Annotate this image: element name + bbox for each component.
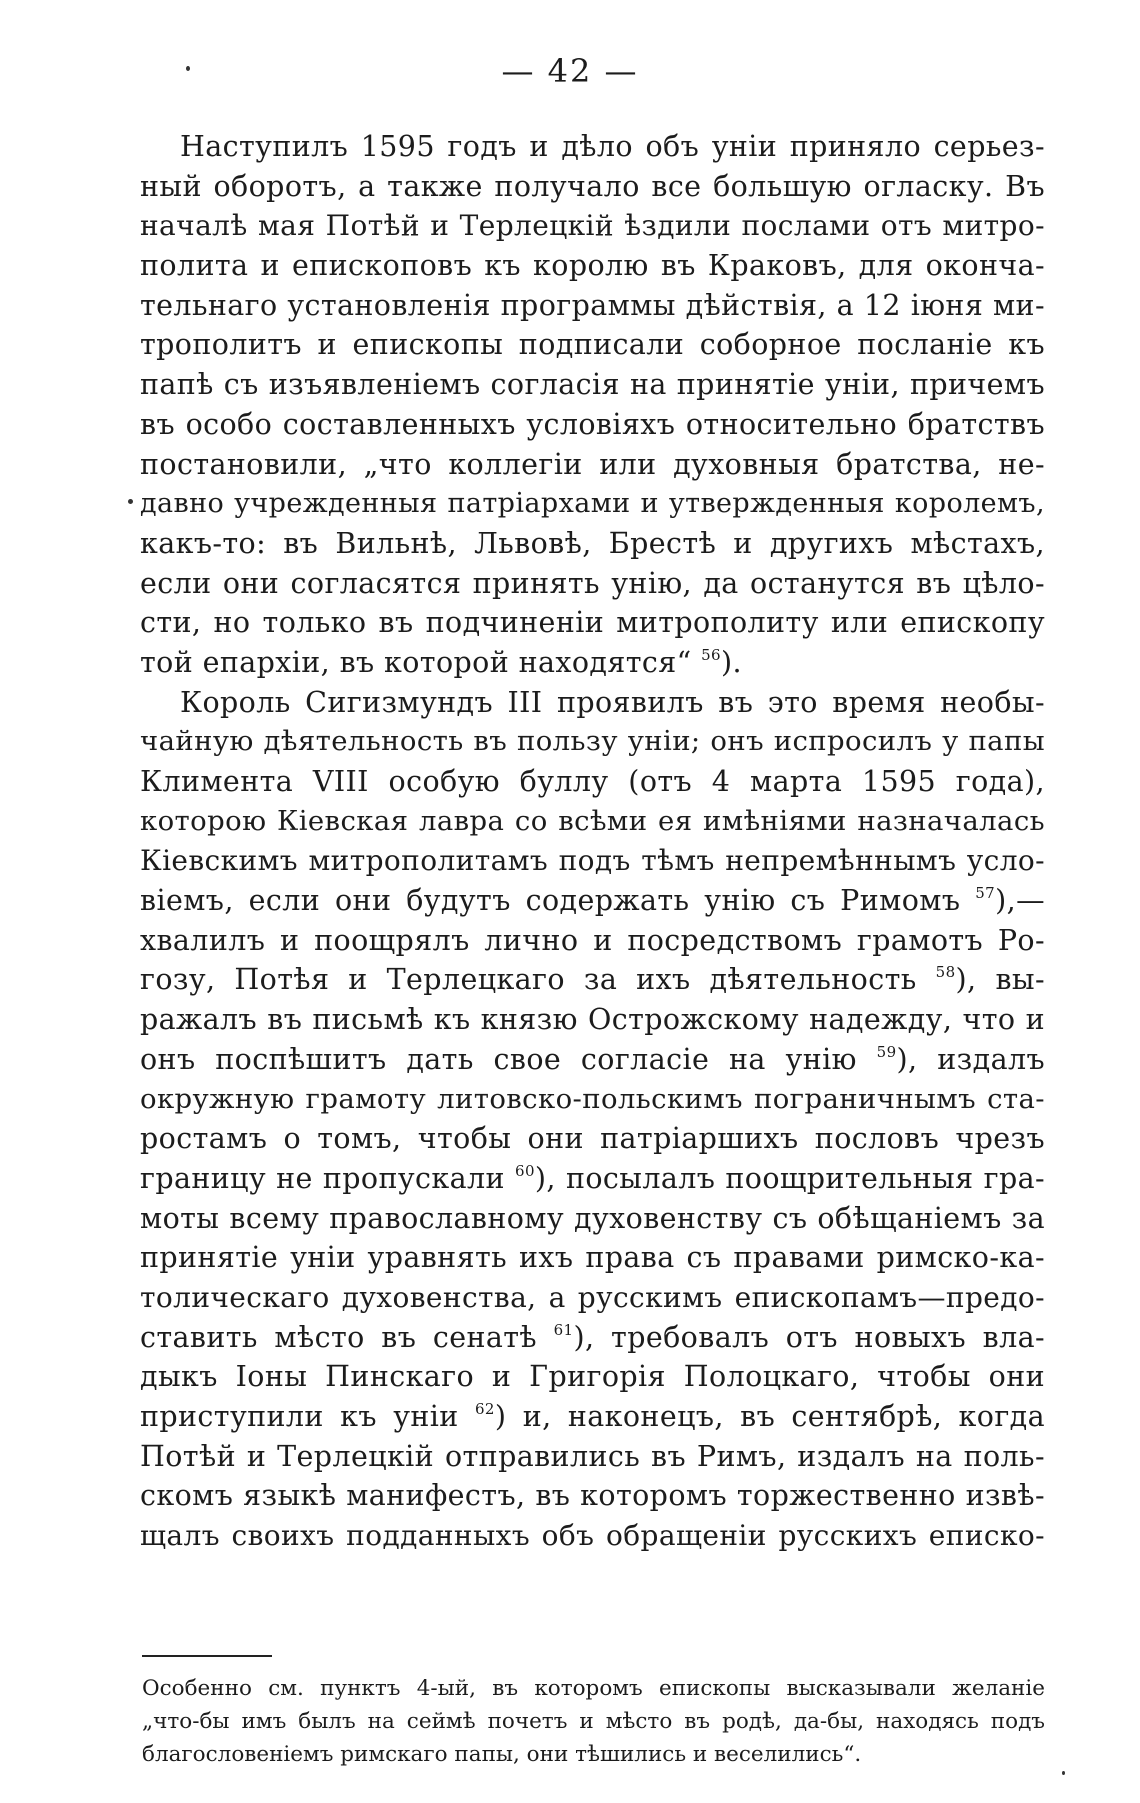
footnote-line: Особенно см. пунктъ 4-ый, въ которомъ епископы высказывали желаніе xyxy=(142,1676,1045,1701)
footnote-ref: 61 xyxy=(553,1320,574,1339)
text-line: ный оборотъ, а также получало все большую огласку. Въ xyxy=(140,169,1045,203)
text-segment: ) и, наконецъ, въ сентябрѣ, когда xyxy=(494,1400,1045,1433)
text-line: какъ-то: въ Вильнѣ, Львовѣ, Брестѣ и другихъ мѣстахъ, xyxy=(140,526,1045,560)
text-line: Климента VIII особую буллу (отъ 4 марта 1595 года), xyxy=(140,765,1045,798)
text-line: постановили, „что коллегіи или духовныя братства, не- xyxy=(140,447,1045,481)
text-line xyxy=(140,1159,1045,1199)
text-line: окружную грамоту литовско-польскимъ пограничнымъ ста- xyxy=(140,1082,1045,1115)
print-speck xyxy=(1062,1771,1065,1775)
text-line xyxy=(140,881,1045,921)
text-segment: онъ поспѣшитъ дать свое согласіе на унію xyxy=(140,1042,877,1076)
text-line: принятіе уніи уравнять ихъ права съ правами римско-ка- xyxy=(140,1241,1045,1275)
text-line xyxy=(140,1318,1045,1358)
text-segment: приступили къ уніи xyxy=(140,1400,475,1433)
text-line: Король Сигизмундъ III проявилъ въ это время необы- xyxy=(180,685,1045,719)
text-segment: ), требовалъ отъ новыхъ вла- xyxy=(573,1320,1045,1354)
text-line: толическаго духовенства, а русскимъ епископамъ—предо- xyxy=(140,1280,1045,1314)
text-line: ражалъ въ письмѣ къ князю Острожскому надежду, что и xyxy=(140,1003,1045,1037)
text-line xyxy=(140,1040,1045,1080)
text-line: щалъ своихъ подданныхъ объ обращеніи русскихъ еписко- xyxy=(140,1519,1045,1553)
page-number: — 42 — xyxy=(501,52,639,90)
text-line: скомъ языкѣ манифестъ, въ которомъ торжественно извѣ- xyxy=(140,1479,1045,1513)
text-segment: ), посылалъ поощрительныя гра- xyxy=(534,1161,1046,1195)
footnote-line: „что-бы имъ былъ на сеймѣ почетъ и мѣсто въ родѣ, да-бы, находясь подъ xyxy=(142,1709,1045,1734)
text-line: трополитъ и епископы подписали соборное посланіе къ xyxy=(140,328,1045,362)
text-line xyxy=(140,960,1045,1000)
footnote-line: благословеніемъ римскаго папы, они тѣшились и веселились“. xyxy=(142,1742,862,1767)
text-line: если они согласятся принять унію, да останутся въ цѣло- xyxy=(140,566,1045,600)
text-line: дыкъ Іоны Пинскаго и Григорія Полоцкаго, чтобы они xyxy=(140,1360,1045,1394)
text-segment: той епархіи, въ которой находятся“ xyxy=(140,645,702,679)
footnote-divider xyxy=(142,1655,272,1657)
text-line: моты всему православному духовенству съ обѣщаніемъ за xyxy=(140,1201,1045,1235)
text-line: въ особо составленныхъ условіяхъ относительно братствъ xyxy=(140,407,1045,441)
text-segment: ), вы- xyxy=(955,963,1045,997)
footnote-ref: 59 xyxy=(876,1042,897,1061)
text-line: которою Кіевская лавра со всѣми ея имѣніями назначалась xyxy=(140,804,1045,837)
text-line: полита и епископовъ къ королю въ Краковъ, для оконча- xyxy=(140,249,1045,283)
print-speck xyxy=(186,66,190,71)
text-line: давно учрежденныя патріархами и утвержденныя королемъ, xyxy=(140,488,1045,520)
text-line: хвалилъ и поощрялъ лично и посредствомъ грамотъ Ро- xyxy=(140,923,1045,957)
text-line: тельнаго установленія программы дѣйствія, а 12 іюня ми- xyxy=(140,288,1045,322)
main-text xyxy=(140,127,1045,1556)
footnote-ref: 60 xyxy=(515,1161,535,1180)
text-line xyxy=(140,643,1045,683)
text-segment: границу не пропускали xyxy=(140,1161,515,1195)
footnote-ref: 62 xyxy=(474,1400,495,1418)
print-speck xyxy=(128,499,133,504)
text-line: чайную дѣятельность въ пользу уніи; онъ испросилъ у папы xyxy=(140,725,1045,758)
text-line: Кіевскимъ митрополитамъ подъ тѣмъ непремѣннымъ усло- xyxy=(140,844,1045,878)
footnote-ref: 56 xyxy=(701,645,721,664)
text-line: папѣ съ изъявленіемъ согласія на принятіе уніи, причемъ xyxy=(140,368,1045,402)
text-segment: гозу, Потѣя и Терлецкаго за ихъ дѣятельность xyxy=(140,963,936,997)
text-line: сти, но только въ подчиненіи митрополиту или епископу xyxy=(140,606,1045,640)
footnote xyxy=(142,1672,1045,1771)
footnote-ref: 58 xyxy=(935,963,956,982)
text-segment: ),— xyxy=(995,884,1045,918)
text-line: началѣ мая Потѣй и Терлецкій ѣздили послами отъ митро- xyxy=(140,209,1045,243)
text-line: Потѣй и Терлецкій отправились въ Римъ, издалъ на поль- xyxy=(140,1439,1045,1473)
text-segment: ), издалъ xyxy=(896,1042,1046,1076)
text-segment: ). xyxy=(720,645,742,679)
footnote-ref: 57 xyxy=(975,884,996,903)
text-segment: ставить мѣсто въ сенатѣ xyxy=(140,1320,554,1354)
text-line xyxy=(140,1397,1045,1437)
text-line: Наступилъ 1595 годъ и дѣло объ уніи приняло серьез- xyxy=(180,130,1045,163)
text-line: ростамъ о томъ, чтобы они патріаршихъ пословъ чрезъ xyxy=(140,1122,1045,1156)
text-segment: віемъ, если они будутъ содержать унію съ Римомъ xyxy=(140,884,976,918)
